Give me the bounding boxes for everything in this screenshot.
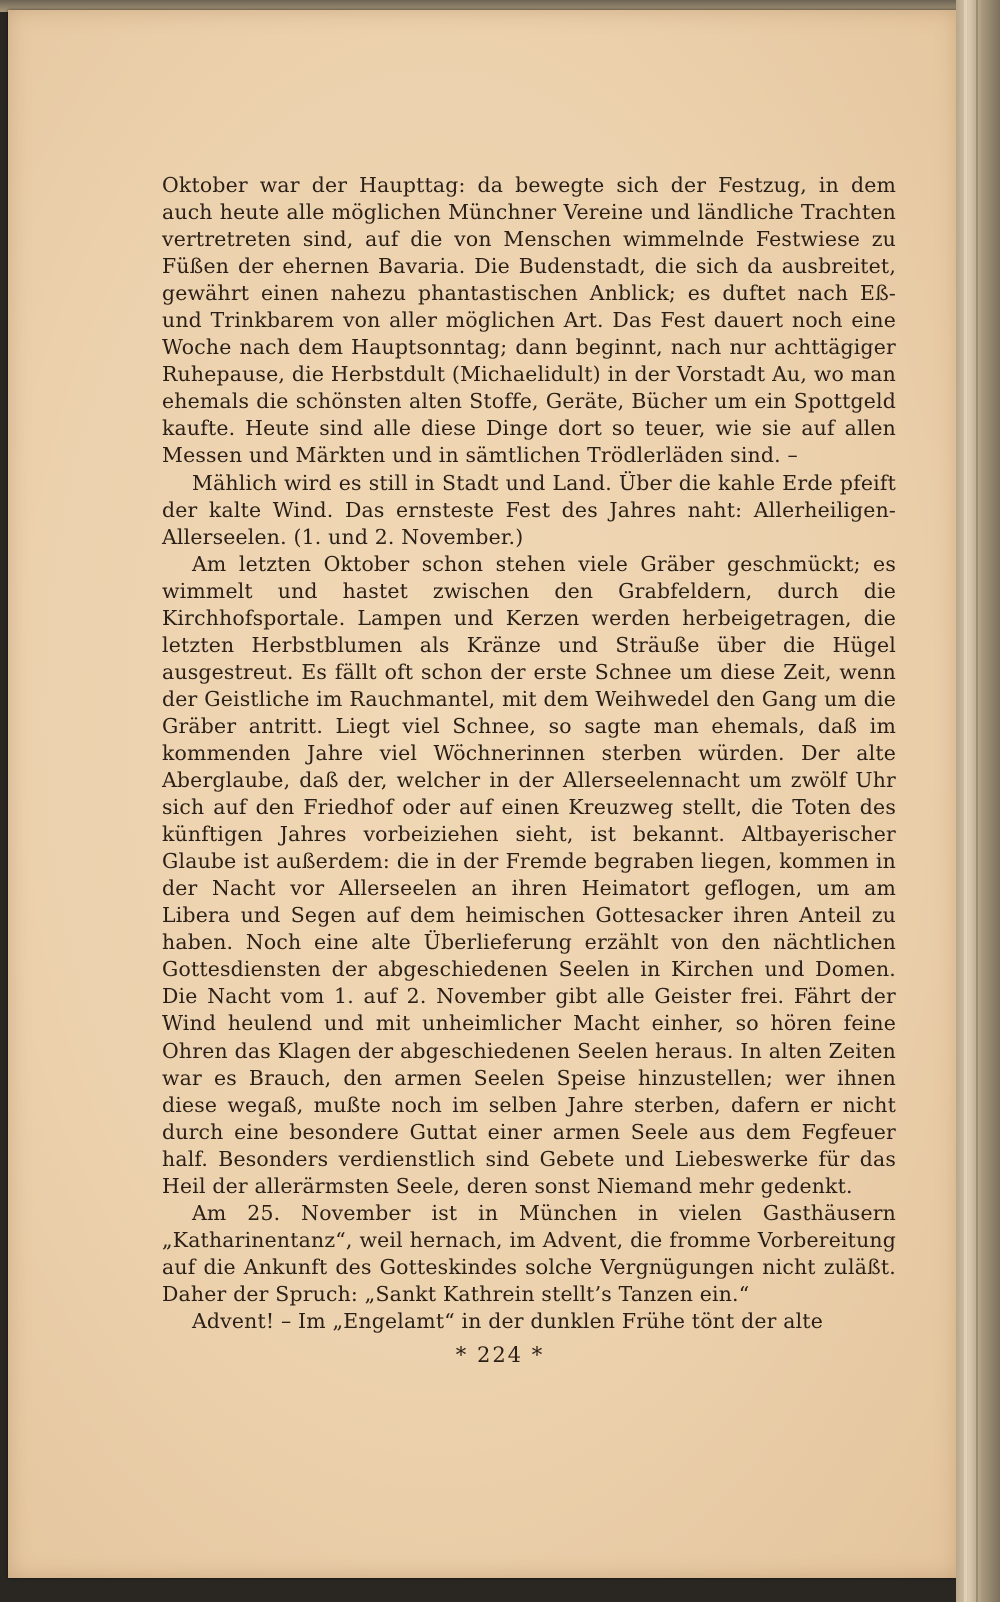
paragraph-oktober: Oktober war der Haupttag: da bewegte sich der Festzug, in dem auch heute alle möglichen Münchner Vereine und ländliche Trachten vertretreten sind, auf die von Menschen wimmelnde Festwiese zu Füßen der ehernen Bavaria. Die Budenstadt, die sich da ausbreitet, gewährt einen nahezu phantastischen Anblick; es duftet nach Eß- und Trinkbarem von aller möglichen Art. Das Fest dauert noch eine Woche nach dem Hauptsonntag; dann beginnt, nach nur achttägiger Ruhepause, die Herbstdult (Michaelidult) in der Vorstadt Au, wo man ehemals die schönsten alten Stoffe, Geräte, Bücher um ein Spottgeld kaufte. Heute sind alle diese Dinge dort so teuer, wie sie auf allen Messen und Märkten und in sämtlichen Trödlerläden sind. – (162, 173, 896, 468)
body-text (162, 172, 896, 1335)
paragraph-maehlich: Mählich wird es still in Stadt und Land. Über die kahle Erde pfeift der kalte Wind. Das ernsteste Fest des Jahres naht: Allerheiligen-Allerseelen. (1. und 2. November.) (162, 470, 896, 549)
paragraph-advent: Advent! – Im „Engelamt“ in der dunklen Frühe tönt der alte (192, 1308, 823, 1333)
paragraph-kathreintanz: Am 25. November ist in München in vielen Gasthäusern „Katharinentanz“, weil hernach, im Advent, die fromme Vorbereitung auf die Ankunft des Gotteskindes solche Vergnügungen nicht zuläßt. Daher der Spruch: „Sankt Kathrein stellt’s Tanzen ein.“ (162, 1200, 896, 1306)
paragraph-allerseelen: Am letzten Oktober schon stehen viele Gräber geschmückt; es wimmelt und hastet zwischen den Grabfeldern, durch die Kirchhofsportale. Lampen und Kerzen werden herbeigetragen, die letzten Herbstblumen als Kränze und Sträuße über die Hügel ausgestreut. Es fällt oft schon der erste Schnee um diese Zeit, wenn der Geistliche im Rauchmantel, mit dem Weihwedel den Gang um die Gräber antritt. Liegt viel Schnee, so sagte man ehemals, daß im kommenden Jahre viel Wöchnerinnen sterben würden. Der alte Aberglaube, daß der, welcher in der Allerseelennacht um zwölf Uhr sich auf den Friedhof oder auf einen Kreuzweg stellt, die Toten des künftigen Jahres vorbeiziehen sieht, ist bekannt. Altbayerischer Glaube ist außerdem: die in der Fremde begraben liegen, kommen in der Nacht vor Allerseelen an ihren Heimatort geflogen, um am Libera und Segen auf dem heimischen Gottesacker ihren Anteil zu haben. Noch eine alte Überlieferung erzählt von den nächtlichen Gottesdiensten der abgeschiedenen Seelen in Kirchen und Domen. Die Nacht vom 1. auf 2. November gibt alle Geister frei. Fährt der Wind heulend und mit unheimlicher Macht einher, so hören feine Ohren das Klagen der abgeschiedenen Seelen heraus. In alten Zeiten war es Brauch, den armen Seelen Speise hinzustellen; wer ihnen diese wegaß, mußte noch im selben Jahre sterben, dafern er nicht durch eine besondere Guttat einer armen Seele aus dem Fegfeuer half. Besonders verdienstlich sind Gebete und Liebeswerke für das Heil der allerärmsten Seele, deren sonst Niemand mehr gedenkt. (162, 551, 896, 1198)
page-number: * 224 * (455, 1343, 545, 1367)
